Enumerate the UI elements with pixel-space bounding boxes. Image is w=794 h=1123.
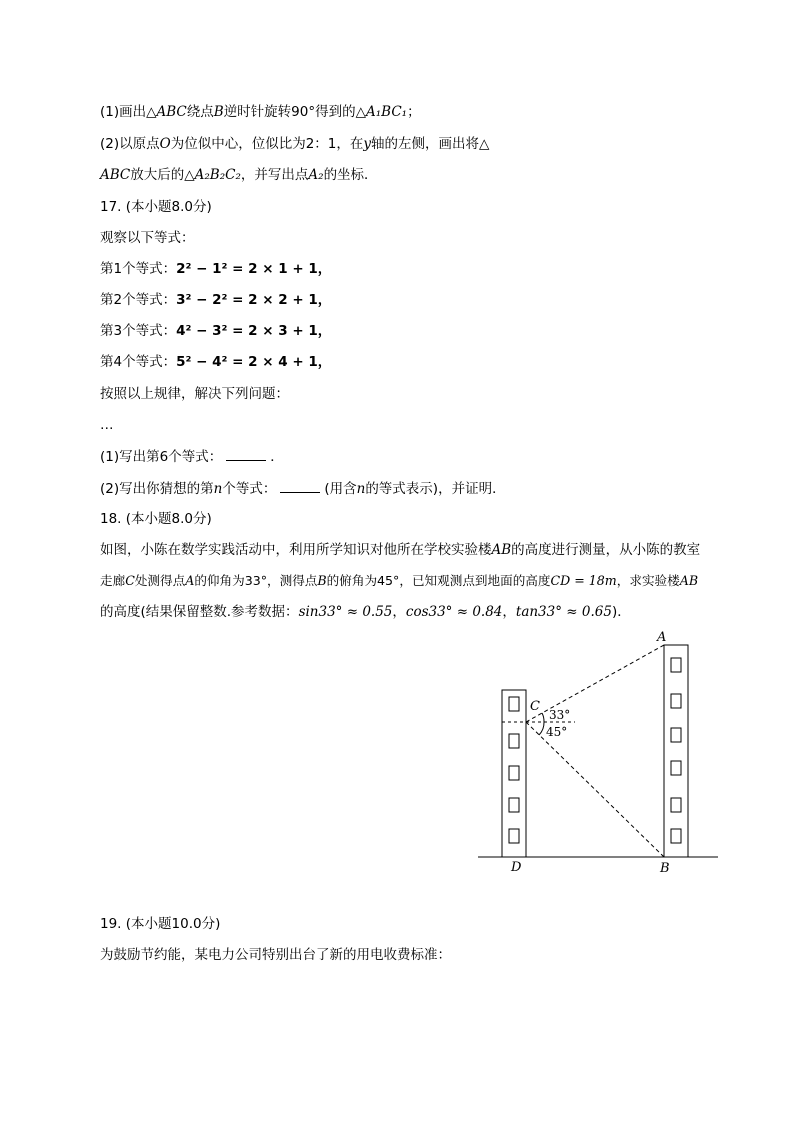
label-c: C [530, 699, 540, 714]
label-b: B [660, 861, 670, 876]
label-a: A [657, 630, 667, 645]
building-cd [502, 690, 526, 857]
angle-33-label: 33° [549, 708, 571, 722]
angle-arc-33 [542, 713, 544, 722]
q17-eq2: 第2个等式：3² − 2² = 2 × 2 + 1， [100, 292, 332, 308]
q17-dots: … [100, 417, 114, 433]
q17-eq1: 第1个等式：2² − 1² = 2 × 1 + 1， [100, 261, 332, 277]
angle-45-label: 45° [546, 725, 568, 739]
q19-header: 19. (本小题10.0分) [100, 916, 221, 932]
q16-part1: (1)画出△ABC绕点B逆时针旋转90°得到的△A₁BC₁； [100, 104, 421, 120]
q18-line3: 的高度(结果保留整数.参考数据：sin33° ≈ 0.55，cos33° ≈ 0.84，tan33° ≈ 0.65)． [100, 604, 631, 620]
q19-line1: 为鼓励节约能，某电力公司特别出台了新的用电收费标准： [100, 947, 451, 963]
q18-line2: 走廊C处测得点A的仰角为33°，测得点B的俯角为45°，已知观测点到地面的高度CD = 18m，求实验楼AB [100, 573, 699, 588]
q17-eq3: 第3个等式：4² − 3² = 2 × 3 + 1， [100, 323, 332, 339]
angle-arc-45 [539, 722, 544, 735]
q17-part2: (2)写出你猜想的第n个等式： (用含n的等式表示)，并证明． [100, 478, 506, 499]
building-ab [664, 645, 688, 857]
q16-part2-line2: ABC放大后的△A₂B₂C₂，并写出点A₂的坐标． [100, 167, 378, 183]
q17-rule: 按照以上规律，解决下列问题： [100, 386, 289, 402]
sightline-cb [526, 722, 664, 857]
q18-header: 18. (本小题8.0分) [100, 511, 212, 527]
label-d: D [511, 860, 522, 875]
q18-line1: 如图，小陈在数学实践活动中，利用所学知识对他所在学校实验楼AB的高度进行测量，从小陈的教室 [100, 542, 701, 558]
q17-header: 17. (本小题8.0分) [100, 199, 212, 215]
q17-part1: (1)写出第6个等式： ． [100, 446, 284, 467]
right-building-windows [671, 658, 681, 843]
q17-eq4: 第4个等式：5² − 4² = 2 × 4 + 1， [100, 354, 332, 370]
left-building-windows [509, 697, 519, 843]
sightline-ca [526, 645, 664, 722]
q16-part2-line1: (2)以原点O为位似中心，位似比为2：1，在y轴的左侧，画出将△ [100, 136, 490, 152]
q17-intro: 观察以下等式： [100, 230, 195, 246]
